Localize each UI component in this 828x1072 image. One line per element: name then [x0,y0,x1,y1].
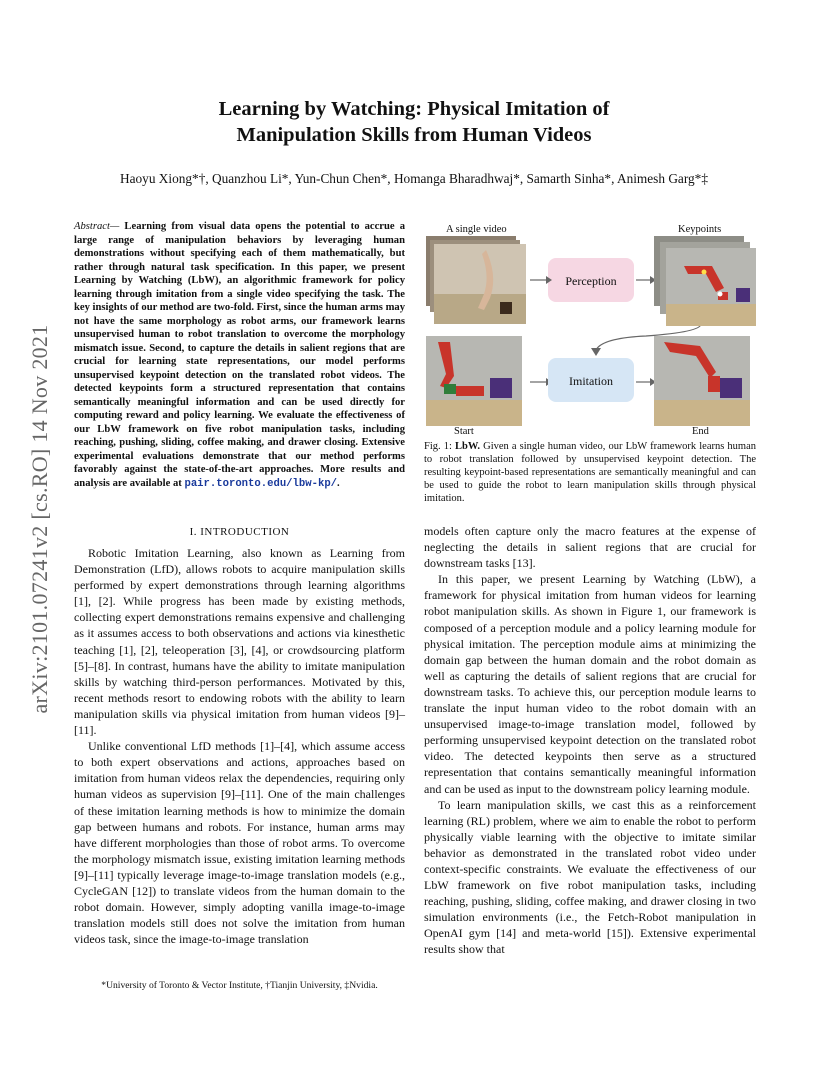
caption-bold: LbW. [455,441,481,452]
right-paragraph-2: To learn manipulation skills, we cast this as a reinforcement learning (RL) problem, where we aim to enable the robot to perform physically viable learning with the objective to imitate similar behavior as demonstrated in the translated robot video under context-specific constraints. We evaluate the effectiveness of our LbW framework on five robot manipulation tasks, including reaching, pushing, sliding, coffee making, and drawer closing in two simulation environments (i.e., the Fetch-Robot manipulation in OpenAI gym [14] and meta-world [15]). Extensive experimental results show that [424,797,756,957]
label-start: Start [454,426,474,437]
label-perception: Perception [565,274,617,288]
caption-lead: Fig. 1: [424,441,455,452]
abstract-lead: Abstract— [74,221,120,232]
figure-caption [424,440,756,505]
figure-1 [426,222,756,438]
right-paragraph-0: models often capture only the macro features at the expense of neglecting the details in salient regions that are crucial for downstream tasks [13]. [424,524,756,571]
left-column-body [74,545,405,947]
intro-paragraph-2: Unlike conventional LfD methods [1]–[4], which assume access to both expert observations and actions, approaches based on imitation from human videos relax the dependencies, requiring only human videos as supervision [9]–[11]. One of the main challenges of these imitation learning methods is how to minimize the domain gap between humans and robots. For instance, human arms may have different morphologies than those of robot arms. To overcome the morphology mismatch issue, existing imitation learning methods [9]–[11] typically leverage image-to-image translation models (e.g., CycleGAN [12]) to translate videos from the human domain to the robot domain. However, simply adopting vanilla image-to-image translation models still does not solve the imitation from human videos task, since the image-to-image translation [74,739,405,947]
paper-title [60,96,768,148]
title-line-1: Learning by Watching: Physical Imitation of [218,98,610,120]
label-keypoints: Keypoints [678,224,722,235]
arxiv-stamp-text: arXiv:2101.07241v2 [cs.RO] 14 Nov 2021 [27,324,52,714]
intro-paragraph-1: Robotic Imitation Learning, also known as Learning from Demonstration (LfD), allows robots to acquire manipulation skills performed by expert demonstrations through learning algorithms [1], [2]. While progress has been made by existing methods, collecting expert demonstrations remains expensive and challenging as it assumes access to both observations and actions via kinesthetic teaching [1], [2], teleoperation [3], [4], or crowdsourcing platform [5]–[8]. In contrast, humans have the ability to imitate manipulation skills by watching third-person performances. Motivated by this, recent methods resort to endowing robots with the ability to learn manipulation skills via physical imitation from human videos [9]–[11]. [74,546,405,738]
arxiv-side-stamp [20,284,60,756]
abstract-end: . [337,477,340,489]
robot-end-frame-image [654,336,750,426]
label-single-video: A single video [446,224,507,235]
abstract [74,220,405,491]
affiliation-footnote: *University of Toronto & Vector Institute, †Tianjin University, ‡Nvidia. [101,980,378,991]
caption-text: Given a single human video, our LbW framework learns human to robot translation followed by unsupervised keypoint detection. The resulting keypoint-based representations are semantically meaningful and can be used to guide the robot to learn manipulation skills through physical imitation. [424,441,756,504]
abstract-body: Learning from visual data opens the potential to accrue a large range of manipulation behaviors by leveraging human demonstrations without specifying each of them mathematically, but rather through natural task specification. In this paper, we present Learning by Watching (LbW), an algorithmic framework for policy learning through imitation from a single video specifying the task. The key insights of our method are two-fold. First, since the human arms may not have the same morphology as robot arms, our framework learns unsupervised human to robot translation to overcome the morphology mismatch issue. Second, to capture the details in salient regions that are crucial for learning state representations, our model performs unsupervised keypoint detection on the translated robot videos. The detected keypoints form a structured representation that contains semantically meaningful information and can be used directly for computing reward and policy learning. We evaluate the effectiveness of our LbW framework on five robot manipulation tasks, including reaching, pushing, sliding, coffee making, and drawer closing. Extensive experimental evaluations demonstrate that our method performs favorably against the state-of-the-art approaches. More results and analysis are available at [74,221,405,489]
label-imitation: Imitation [569,374,613,388]
author-list: Haoyu Xiong*†, Quanzhou Li*, Yun-Chun Chen*, Homanga Bharadhwaj*, Samarth Sinha*, Animesh Garg*‡ [120,171,708,186]
right-column-body [424,523,756,958]
robot-start-frame-image [426,336,522,426]
label-end: End [692,426,709,437]
title-line-2: Manipulation Skills from Human Videos [236,124,592,146]
section-heading-introduction: I. INTRODUCTION [189,526,290,538]
right-paragraph-1: In this paper, we present Learning by Watching (LbW), a framework for physical imitation from human videos for learning robot manipulation skills. As shown in Figure 1, our framework is composed of a perception module and a policy learning module for physical imitation. The perception module aims at minimizing the domain gap between the human domain and the robot domain as well as capturing the details of salient regions that are crucial for downstream tasks. To achieve this, our perception module learns to translate the input human video to the robot domain with an unsupervised image-to-image translation model, followed by performing unsupervised keypoint detection on the translated robot video. The detected keypoints then serve as a structured representation that contains semantically meaningful information and can be used as input to the downstream policy learning module. [424,572,756,796]
project-url-link[interactable]: pair.toronto.edu/lbw-kp/ [184,477,338,490]
human-video-frames-image [426,236,528,328]
keypoints-frames-image [654,236,758,328]
